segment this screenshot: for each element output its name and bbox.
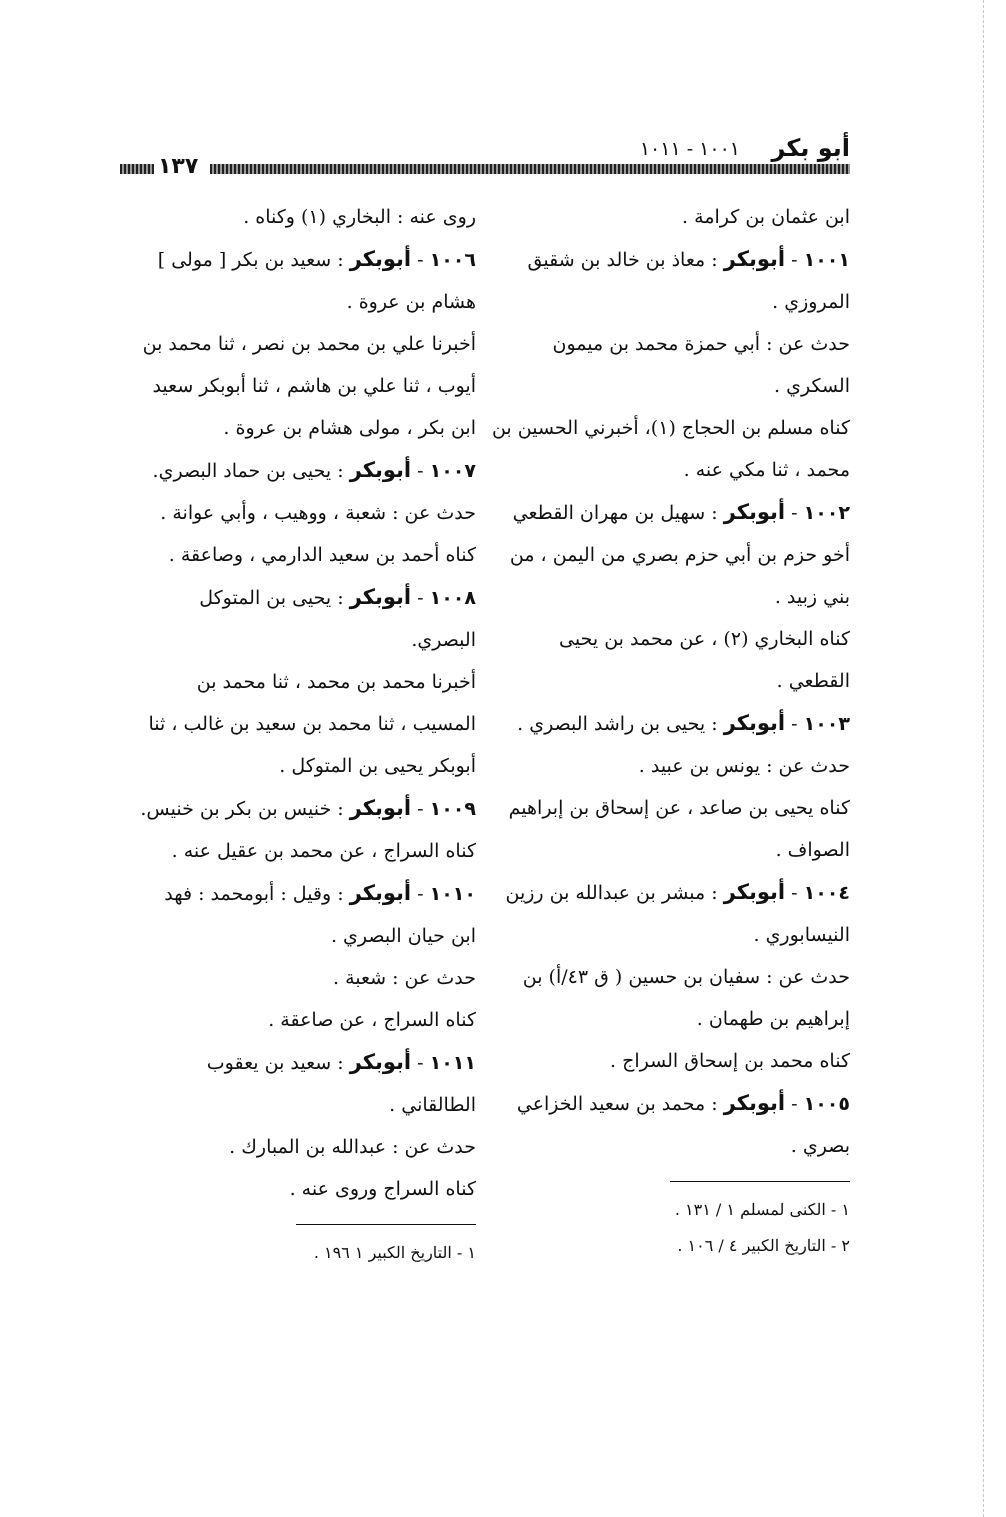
entry-number: ١٠٠٦ [429,249,476,271]
text-line [126,1126,476,1168]
text-line [126,492,476,534]
entry-heading-line: ١٠٠٢ - أبوبكر : سهيل بن مهران القطعي [512,500,850,524]
entry-number: ١٠٠٤ [803,882,850,904]
entry-number: ١٠١١ [429,1052,476,1074]
text-line [500,281,850,323]
line-text: حدث عن : يونس بن عبيد . [638,755,850,777]
line-text: : وقيل : أبومحمد : فهد [164,883,344,905]
line-text: كناه السراج ، عن محمد بن عقيل عنه . [171,840,476,862]
entry-heading-line: ١٠٠١ - أبوبكر : معاذ بن خالد بن شقيق [527,247,850,271]
text-line [126,703,476,745]
line-text: : سهيل بن مهران القطعي [512,502,718,524]
text-line [500,196,850,238]
line-text: السكري . [774,375,850,397]
line-text: حدث عن : أبي حمزة محمد بن ميمون [552,333,850,355]
text-line [126,534,476,576]
right-column [491,196,850,1264]
line-text: البصري. [411,629,476,651]
line-text: : سعيد بن بكر [ مولى ] [157,249,344,271]
line-text: محمد ، ثنا مكي عنه . [683,459,850,481]
text-line [126,281,476,323]
line-text: حدث عن : شعبة ، ووهيب ، وأبي عوانة . [160,502,476,524]
footnote: ١ - التاريخ الكبير ١ ١٩٦ . [313,1243,476,1262]
line-text: : مبشر بن عبدالله بن رزين [505,882,718,904]
line-text: الصواف . [775,839,850,861]
line-text: كناه يحيى بن صاعد ، عن إسحاق بن إبراهيم [508,797,850,819]
text-line [500,534,850,576]
entry-kunya: أبوبكر [349,458,412,482]
entry-heading-line: ١٠١٠ - أبوبكر : وقيل : أبومحمد : فهد [164,881,476,905]
text-line [500,998,850,1040]
entry-number: ١٠٠٩ [429,798,476,820]
line-text: أيوب ، ثنا علي بن هاشم ، ثنا أبوبكر سعيد [152,375,476,397]
entry-heading-line: ١٠٠٤ - أبوبكر : مبشر بن عبدالله بن رزين [505,880,850,904]
text-line [126,619,476,661]
text-line [500,323,850,365]
text-line [126,1084,476,1126]
entry-kunya: أبوبكر [349,796,412,820]
line-text: حدث عن : سفيان بن حسين ( ق ٤٣/أ) بن [522,966,850,988]
text-line [126,365,476,407]
scan-edge-line [981,0,984,1517]
text-line [126,196,476,238]
line-text: المسيب ، ثنا محمد بن سعيد بن غالب ، ثنا [148,713,476,735]
header-entry-range: ١٠٠١ - ١٠١١ [639,138,740,160]
line-text: كناه أحمد بن سعيد الدارمي ، وصاعقة . [168,544,476,566]
line-text: : معاذ بن خالد بن شقيق [527,249,718,271]
entry-number: ١٠٠٧ [429,460,476,482]
line-text: المروزي . [772,291,850,313]
entry-kunya: أبوبكر [723,880,786,904]
footnote-rule [296,1224,476,1225]
line-text: أخبرنا علي بن محمد بن نصر ، ثنا محمد بن [142,333,476,355]
footnote: ١ - الكنى لمسلم ١ / ١٣١ . [674,1200,850,1219]
line-text: حدث عن : عبدالله بن المبارك . [229,1136,476,1158]
line-text: بصري . [790,1135,850,1157]
entry-number: ١٠٠٢ [803,502,850,524]
line-text: هشام بن عروة . [346,291,476,313]
line-text: : يحيى بن حماد البصري. [152,460,344,482]
line-text: أبوبكر يحيى بن المتوكل . [279,755,476,777]
line-text: أخبرنا محمد بن محمد ، ثنا محمد بن [196,671,476,693]
entry-heading-line: ١٠٠٩ - أبوبكر : خنيس بن بكر بن خنيس. [140,796,476,820]
line-text: : محمد بن سعيد الخزاعي [516,1093,718,1115]
entry-number: ١٠١٠ [429,883,476,905]
text-line [500,787,850,829]
text-line [500,956,850,998]
text-line [500,618,850,660]
line-text: : يحيى بن المتوكل [199,587,344,609]
line-text: : خنيس بن بكر بن خنيس. [140,798,344,820]
line-text: ابن عثمان بن كرامة . [682,206,850,228]
entry-heading-line: ١٠٠٨ - أبوبكر : يحيى بن المتوكل [199,585,476,609]
text-line [126,830,476,872]
entry-kunya: أبوبكر [349,585,412,609]
page-number: ١٣٧ [154,154,202,179]
text-line [126,323,476,365]
entry-heading-line: ١٠٠٦ - أبوبكر : سعيد بن بكر [ مولى ] [157,247,476,271]
entry-heading-line: ١٠٠٥ - أبوبكر : محمد بن سعيد الخزاعي [516,1091,850,1115]
line-text: ابن حيان البصري . [330,925,476,947]
line-text: : سعيد بن يعقوب [206,1052,344,1074]
line-text: كناه محمد بن إسحاق السراج . [610,1050,850,1072]
entry-number: ١٠٠٣ [803,713,850,735]
entry-kunya: أبوبكر [723,711,786,735]
line-text: إبراهيم بن طهمان . [696,1008,850,1030]
text-line [126,999,476,1041]
line-text: ابن بكر ، مولى هشام بن عروة . [223,417,476,439]
text-line [126,407,476,449]
text-line [126,661,476,703]
line-text: بني زبيد . [774,586,850,608]
header-rule [210,164,850,174]
entry-heading-line: ١٠٠٧ - أبوبكر : يحيى بن حماد البصري. [152,458,476,482]
page-number-bar [120,164,154,174]
text-line [500,365,850,407]
line-text: القطعي . [776,670,850,692]
line-text: كناه البخاري (٢) ، عن محمد بن يحيى [559,628,850,650]
entry-kunya: أبوبكر [349,1050,412,1074]
text-line [126,957,476,999]
text-line [126,1168,476,1210]
text-line [500,449,850,491]
footnote-rule [670,1181,850,1182]
header-title: أبو بكر [771,134,850,162]
text-line [500,1125,850,1167]
text-line [500,1040,850,1082]
line-text: كناه السراج وروى عنه . [289,1178,476,1200]
entry-number: ١٠٠٥ [803,1093,850,1115]
line-text: كناه مسلم بن الحجاج (١)، أخبرني الحسين بن [491,417,850,439]
entry-heading-line: ١٠٠٣ - أبوبكر : يحيى بن راشد البصري . [517,711,850,735]
line-text: : يحيى بن راشد البصري . [517,713,718,735]
line-text: النيسابوري . [753,924,850,946]
entry-kunya: أبوبكر [349,881,412,905]
text-line [500,745,850,787]
text-line [491,407,850,449]
text-line [500,660,850,702]
entry-number: ١٠٠٨ [429,587,476,609]
text-line [500,914,850,956]
text-line [126,745,476,787]
line-text: روى عنه : البخاري (١) وكناه . [243,206,476,228]
footnote: ٢ - التاريخ الكبير ٤ / ١٠٦ . [677,1236,850,1255]
text-line [126,915,476,957]
line-text: كناه السراج ، عن صاعقة . [268,1009,476,1031]
text-line [500,576,850,618]
entry-kunya: أبوبكر [723,1091,786,1115]
line-text: أخو حزم بن أبي حزم بصري من اليمن ، من [509,544,850,566]
line-text: حدث عن : شعبة . [332,967,476,989]
entry-number: ١٠٠١ [803,249,850,271]
entry-kunya: أبوبكر [723,247,786,271]
entry-kunya: أبوبكر [349,247,412,271]
entry-heading-line: ١٠١١ - أبوبكر : سعيد بن يعقوب [206,1050,476,1074]
left-column [126,196,476,1271]
text-line [500,829,850,871]
line-text: الطالقاني . [389,1094,476,1116]
entry-kunya: أبوبكر [723,500,786,524]
running-header [120,130,850,182]
